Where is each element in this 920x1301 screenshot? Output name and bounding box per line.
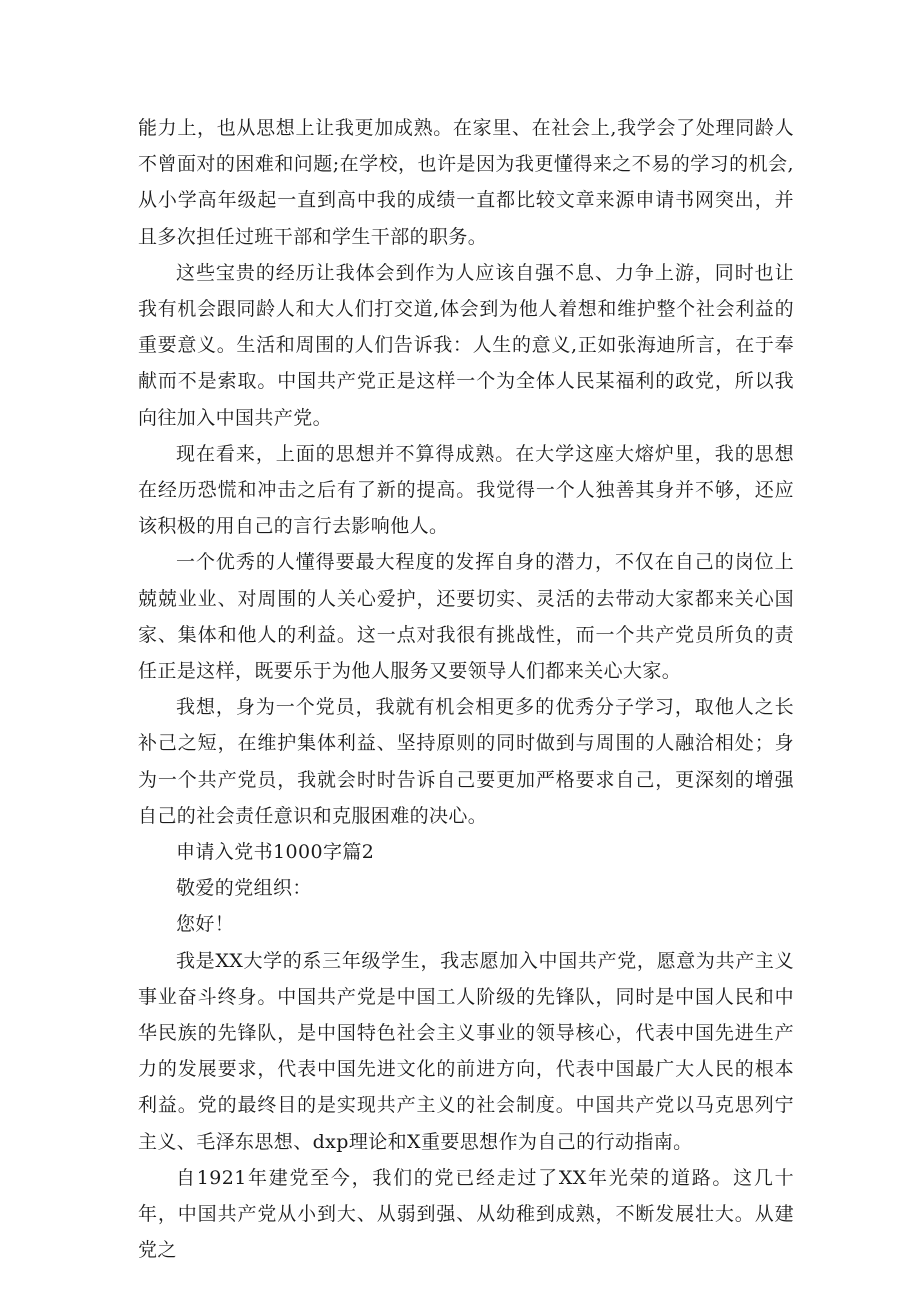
salutation: 敬爱的党组织： bbox=[176, 877, 312, 900]
section-heading: 申请入党书1000字篇2 bbox=[176, 841, 375, 864]
paragraph-6: 我是XX大学的系三年级学生，我志愿加入中国共产党，愿意为共产主义事业奋斗终身。中国共产党是中国工人阶级的先锋队，同时是中国人民和中华民族的先锋队，是中国特色社会主义事业的领导核心，代表中国先进生产力的发展要求，代表中国先进文化的前进方向，代表中国最广大人民的根本利益。党的最终目的是实现共产主义的社会制度。中国共产党以马克思列宁主义、毛泽东思想、dxp理论和X重要思想作为自己的行动指南。 bbox=[138, 949, 794, 1153]
document-body bbox=[138, 110, 794, 1269]
paragraph-5: 我想，身为一个党员，我就有机会相更多的优秀分子学习，取他人之长补己之短，在维护集体利益、坚持原则的同时做到与周围的人融洽相处；身为一个共产党员，我就会时时告诉自己要更加严格要求自己，更深刻的增强自己的社会责任意识和克服困难的决心。 bbox=[138, 696, 794, 827]
paragraph-3: 现在看来，上面的思想并不算得成熟。在大学这座大熔炉里，我的思想在经历恐慌和冲击之后有了新的提高。我觉得一个人独善其身并不够，还应该积极的用自己的言行去影响他人。 bbox=[138, 442, 794, 538]
paragraph-7: 自1921年建党至今，我们的党已经走过了XX年光荣的道路。这几十年，中国共产党从小到大、从弱到强、从幼稚到成熟，不断发展壮大。从建党之 bbox=[138, 1166, 794, 1262]
greeting: 您好！ bbox=[176, 913, 235, 936]
paragraph-2: 这些宝贵的经历让我体会到作为人应该自强不息、力争上游，同时也让我有机会跟同龄人和大人们打交道,体会到为他人着想和维护整个社会利益的重要意义。生活和周围的人们告诉我：人生的意义,正如张海迪所言，在于奉献而不是索取。中国共产党正是这样一个为全体人民某福利的政党，所以我向往加入中国共产党。 bbox=[138, 261, 794, 429]
paragraph-1: 能力上，也从思想上让我更加成熟。在家里、在社会上,我学会了处理同龄人不曾面对的困难和问题;在学校，也许是因为我更懂得来之不易的学习的机会,从小学高年级起一直到高中我的成绩一直都比较文章来源申请书网突出，并且多次担任过班干部和学生干部的职务。 bbox=[138, 117, 794, 248]
paragraph-4: 一个优秀的人懂得要最大程度的发挥自身的潜力，不仅在自己的岗位上兢兢业业、对周围的人关心爱护，还要切实、灵活的去带动大家都来关心国家、集体和他人的利益。这一点对我很有挑战性，而一个共产党员所负的责任正是这样，既要乐于为他人服务又要领导人们都来关心大家。 bbox=[138, 551, 794, 683]
